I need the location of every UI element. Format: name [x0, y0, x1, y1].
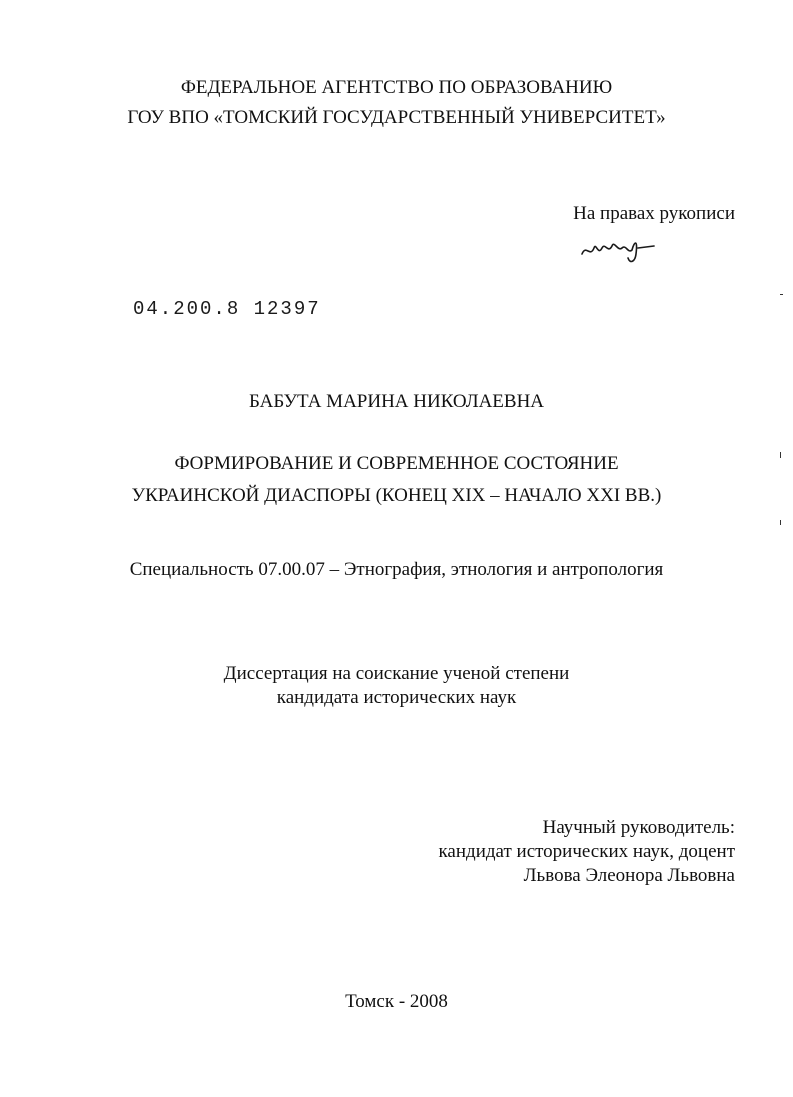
specialty: Специальность 07.00.07 – Этнография, этнология и антропология [129, 559, 664, 580]
thesis-title-line-1: ФОРМИРОВАНИЕ И СОВРЕМЕННОЕ СОСТОЯНИЕ [174, 453, 619, 474]
scan-mark [780, 520, 781, 525]
dissertation-line-1: Диссертация на соискание ученой степени [223, 663, 570, 684]
city-year: Томск - 2008 [345, 991, 448, 1012]
manuscript-note: На правах рукописи [573, 203, 735, 224]
signature-image [578, 228, 658, 268]
supervisor-degree: кандидат исторических наук, доцент [438, 841, 735, 862]
dissertation-line-2: кандидата исторических наук [276, 687, 517, 708]
inventory-number: 04.200.8 12397 [133, 298, 321, 320]
scan-mark [780, 294, 783, 295]
supervisor-label: Научный руководитель: [542, 817, 735, 838]
author-name: БАБУТА МАРИНА НИКОЛАЕВНА [248, 391, 545, 412]
university-title: ГОУ ВПО «ТОМСКИЙ ГОСУДАРСТВЕННЫЙ УНИВЕРСИТЕТ» [127, 107, 666, 128]
agency-title: ФЕДЕРАЛЬНОЕ АГЕНТСТВО ПО ОБРАЗОВАНИЮ [180, 77, 613, 98]
supervisor-name: Львова Элеонора Львовна [523, 865, 735, 886]
scan-mark [780, 452, 781, 458]
thesis-title-line-2: УКРАИНСКОЙ ДИАСПОРЫ (КОНЕЦ XIX – НАЧАЛО XXI ВВ.) [131, 485, 662, 506]
